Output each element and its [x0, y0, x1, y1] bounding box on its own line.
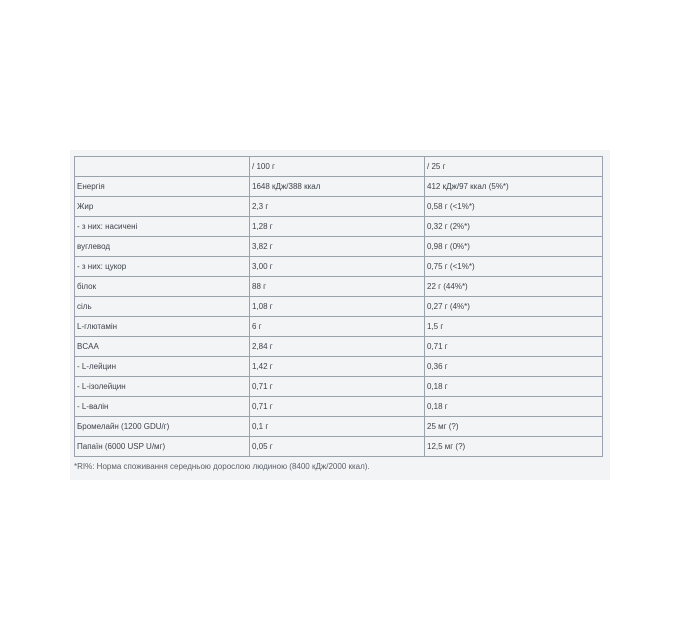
value-per-25g-cell: 12,5 мг (?): [425, 437, 603, 457]
nutrition-table: [74, 156, 603, 457]
value-per-25g-cell: 0,71 г: [425, 337, 603, 357]
row-label-cell: - L-лейцин: [75, 357, 250, 377]
value-per-25g-cell: 22 г (44%*): [425, 277, 603, 297]
table-row: [75, 257, 603, 277]
header-cell-label: [75, 157, 250, 177]
value-per-100g-cell: 1,08 г: [250, 297, 425, 317]
value-per-25g-cell: 0,36 г: [425, 357, 603, 377]
row-label-cell: Енергія: [75, 177, 250, 197]
value-per-25g-cell: 412 кДж/97 ккал (5%*): [425, 177, 603, 197]
table-row: [75, 377, 603, 397]
value-per-100g-cell: 1,28 г: [250, 217, 425, 237]
table-row: [75, 277, 603, 297]
row-label-cell: білок: [75, 277, 250, 297]
row-label-cell: - з них: насичені: [75, 217, 250, 237]
table-header-row: [75, 157, 603, 177]
value-per-100g-cell: 0,1 г: [250, 417, 425, 437]
table-row: [75, 177, 603, 197]
header-cell-per-25g: / 25 г: [425, 157, 603, 177]
value-per-100g-cell: 2,84 г: [250, 337, 425, 357]
row-label-cell: L-глютамін: [75, 317, 250, 337]
row-label-cell: - L-валін: [75, 397, 250, 417]
row-label-cell: вуглевод: [75, 237, 250, 257]
row-label-cell: - з них: цукор: [75, 257, 250, 277]
row-label-cell: BCAA: [75, 337, 250, 357]
table-row: [75, 197, 603, 217]
value-per-100g-cell: 0,71 г: [250, 397, 425, 417]
nutrition-panel: [70, 150, 610, 480]
table-row: [75, 437, 603, 457]
table-row: [75, 317, 603, 337]
value-per-25g-cell: 25 мг (?): [425, 417, 603, 437]
value-per-25g-cell: 0,32 г (2%*): [425, 217, 603, 237]
value-per-100g-cell: 6 г: [250, 317, 425, 337]
table-row: [75, 217, 603, 237]
value-per-25g-cell: 0,58 г (<1%*): [425, 197, 603, 217]
table-row: [75, 417, 603, 437]
value-per-100g-cell: 0,05 г: [250, 437, 425, 457]
value-per-25g-cell: 0,18 г: [425, 377, 603, 397]
value-per-100g-cell: 88 г: [250, 277, 425, 297]
table-row: [75, 337, 603, 357]
value-per-100g-cell: 3,82 г: [250, 237, 425, 257]
table-row: [75, 397, 603, 417]
value-per-25g-cell: 0,98 г (0%*): [425, 237, 603, 257]
value-per-100g-cell: 2,3 г: [250, 197, 425, 217]
row-label-cell: Жир: [75, 197, 250, 217]
row-label-cell: Папаїн (6000 USP U/мг): [75, 437, 250, 457]
table-row: [75, 357, 603, 377]
value-per-100g-cell: 0,71 г: [250, 377, 425, 397]
value-per-25g-cell: 0,75 г (<1%*): [425, 257, 603, 277]
row-label-cell: Бромелайн (1200 GDU/г): [75, 417, 250, 437]
value-per-100g-cell: 3,00 г: [250, 257, 425, 277]
value-per-25g-cell: 0,27 г (4%*): [425, 297, 603, 317]
value-per-100g-cell: 1,42 г: [250, 357, 425, 377]
value-per-25g-cell: 1,5 г: [425, 317, 603, 337]
value-per-25g-cell: 0,18 г: [425, 397, 603, 417]
header-cell-per-100g: / 100 г: [250, 157, 425, 177]
footnote: *RI%: Норма споживання середньою дорослою людиною (8400 кДж/2000 ккал).: [74, 462, 370, 471]
table-row: [75, 237, 603, 257]
value-per-100g-cell: 1648 кДж/388 ккал: [250, 177, 425, 197]
row-label-cell: сіль: [75, 297, 250, 317]
row-label-cell: - L-ізолейцин: [75, 377, 250, 397]
nutrition-table-body: [75, 157, 603, 457]
table-row: [75, 297, 603, 317]
